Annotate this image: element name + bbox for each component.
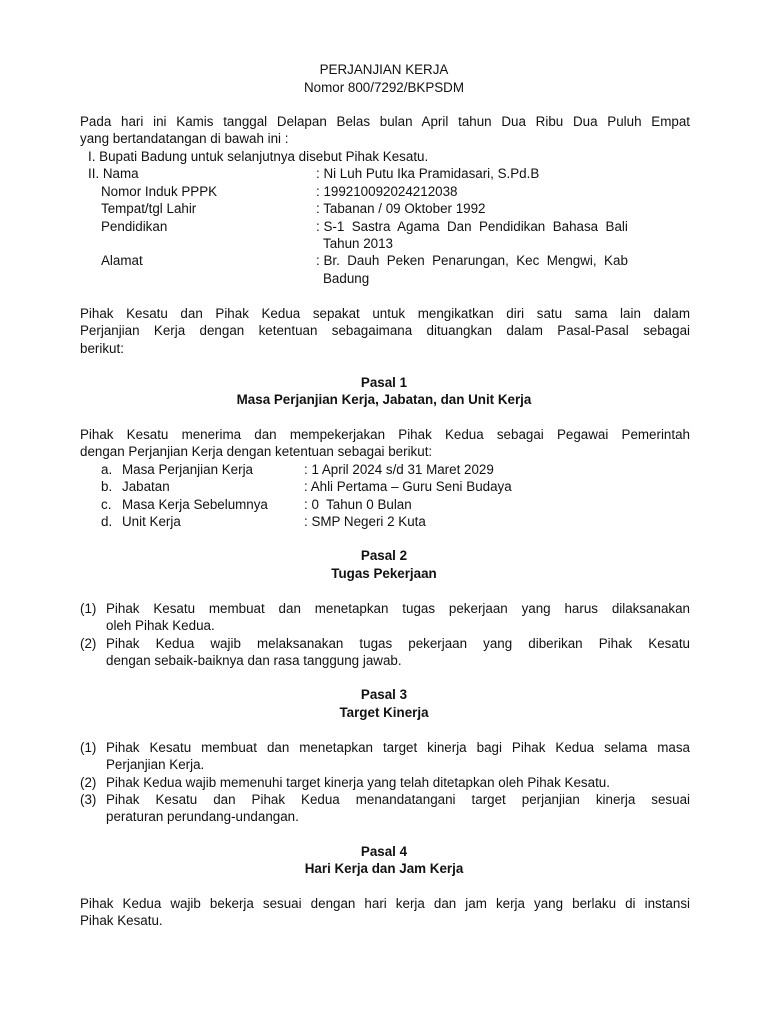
pasal-4-line-1: Pihak Kedua wajib bekerja sesuai dengan hari kerja dan jam kerja yang berlaku di instansi <box>80 896 690 911</box>
pasal-1-item-b-label: Jabatan <box>122 479 170 494</box>
pasal-2-item-1-line-1: Pihak Kesatu membuat dan menetapkan tugas pekerjaan yang harus dilaksanakan <box>106 601 690 616</box>
pasal-1-item-d-marker: d. <box>101 514 113 529</box>
pasal-3-item-3-line-1: Pihak Kesatu dan Pihak Kedua menandatangani target perjanjian kinerja sesuai <box>106 792 690 807</box>
pasal-1-line-1: Pihak Kesatu menerima dan mempekerjakan Pihak Kedua sebagai Pegawai Pemerintah <box>80 427 690 442</box>
pasal-3-number: Pasal 3 <box>360 687 408 702</box>
document-number: Nomor 800/7292/BKPSDM <box>303 80 465 95</box>
pasal-1-item-c-marker: c. <box>101 497 112 512</box>
intro-line-1: Pada hari ini Kamis tanggal Delapan Belas bulan April tahun Dua Ribu Dua Puluh Empat <box>80 114 690 129</box>
agreement-line-1: Pihak Kesatu dan Pihak Kedua sepakat untuk mengikatkan diri satu sama lain dalam <box>80 306 690 321</box>
pasal-1-item-a-value: : 1 April 2024 s/d 31 Maret 2029 <box>304 462 494 477</box>
party-two-nip-value: : 199210092024212038 <box>316 184 458 199</box>
pasal-2-item-1-line-2: oleh Pihak Kedua. <box>106 618 215 633</box>
pasal-4-number: Pasal 4 <box>360 844 408 859</box>
pasal-1-item-a-label: Masa Perjanjian Kerja <box>122 462 253 477</box>
party-two-address-label: Alamat <box>101 253 143 268</box>
agreement-line-3: berikut: <box>80 341 124 356</box>
party-two-birth-value: : Tabanan / 09 Oktober 1992 <box>316 201 486 216</box>
pasal-3-title: Target Kinerja <box>339 705 429 720</box>
pasal-1-item-c-value: : 0 Tahun 0 Bulan <box>304 497 412 512</box>
pasal-3-item-3-marker: (3) <box>80 792 97 807</box>
party-two-address-value: : Br. Dauh Peken Penarungan, Kec Mengwi, Kab <box>316 253 628 268</box>
pasal-1-item-b-marker: b. <box>101 479 113 494</box>
pasal-2-title: Tugas Pekerjaan <box>331 566 437 581</box>
party-two-name-value: : Ni Luh Putu Ika Pramidasari, S.Pd.B <box>316 166 540 181</box>
pasal-3-item-2-line-1: Pihak Kedua wajib memenuhi target kinerja yang telah ditetapkan oleh Pihak Kesatu. <box>106 775 610 790</box>
intro-line-2: yang bertandatangan di bawah ini : <box>80 131 289 146</box>
pasal-2-number: Pasal 2 <box>360 548 408 563</box>
party-two-nip-label: Nomor Induk PPPK <box>101 184 218 199</box>
party-two-education-value-cont: Tahun 2013 <box>323 236 393 251</box>
party-two-address-value-cont: Badung <box>323 271 370 286</box>
pasal-4-title: Hari Kerja dan Jam Kerja <box>304 861 464 876</box>
pasal-3-item-1-line-2: Perjanjian Kerja. <box>106 757 205 772</box>
party-two-education-value: : S-1 Sastra Agama Dan Pendidikan Bahasa Bali <box>316 219 628 234</box>
pasal-1-item-d-value: : SMP Negeri 2 Kuta <box>304 514 426 529</box>
party-two-birth-label: Tempat/tgl Lahir <box>101 201 197 216</box>
pasal-2-item-2-line-2: dengan sebaik-baiknya dan rasa tanggung jawab. <box>106 653 402 668</box>
pasal-1-item-b-value: : Ahli Pertama – Guru Seni Budaya <box>304 479 512 494</box>
party-one: I. Bupati Badung untuk selanjutnya disebut Pihak Kesatu. <box>88 149 429 164</box>
pasal-2-item-1-marker: (1) <box>80 601 97 616</box>
pasal-2-item-2-line-1: Pihak Kedua wajib melaksanakan tugas pekerjaan yang diberikan Pihak Kesatu <box>106 636 690 651</box>
pasal-3-item-3-line-2: peraturan perundang-undangan. <box>106 809 299 824</box>
document-title: PERJANJIAN KERJA <box>319 62 449 77</box>
pasal-3-item-2-marker: (2) <box>80 775 97 790</box>
pasal-3-item-1-line-1: Pihak Kesatu membuat dan menetapkan target kinerja bagi Pihak Kedua selama masa <box>106 740 690 755</box>
party-two-education-label: Pendidikan <box>101 219 168 234</box>
pasal-1-item-a-marker: a. <box>101 462 113 477</box>
pasal-1-item-c-label: Masa Kerja Sebelumnya <box>122 497 268 512</box>
pasal-1-item-d-label: Unit Kerja <box>122 514 181 529</box>
party-two-name-label: II. Nama <box>88 166 139 181</box>
pasal-1-number: Pasal 1 <box>360 375 408 390</box>
pasal-1-line-2: dengan Perjanjian Kerja dengan ketentuan sebagai berikut: <box>80 444 433 459</box>
pasal-1-title: Masa Perjanjian Kerja, Jabatan, dan Unit Kerja <box>236 392 532 407</box>
agreement-line-2: Perjanjian Kerja dengan ketentuan sebagaimana dituangkan dalam Pasal-Pasal sebagai <box>80 323 690 338</box>
pasal-4-line-2: Pihak Kesatu. <box>80 913 163 928</box>
pasal-3-item-1-marker: (1) <box>80 740 97 755</box>
pasal-2-item-2-marker: (2) <box>80 636 97 651</box>
